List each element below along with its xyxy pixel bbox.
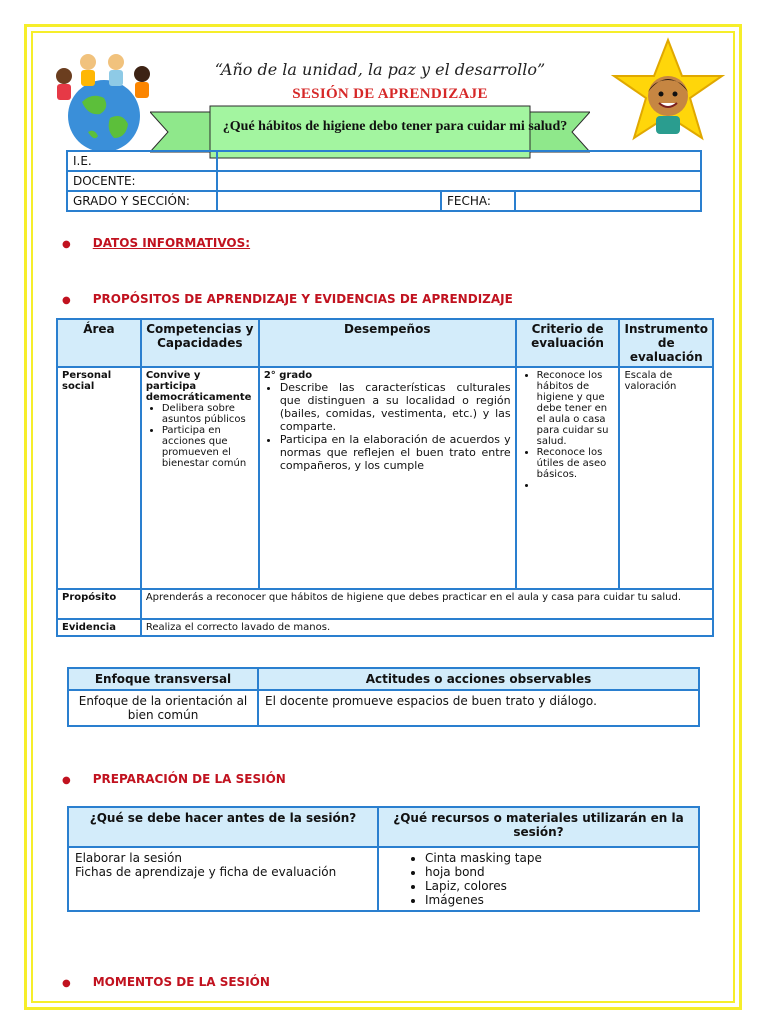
list-item: • Reconoce los hábitos de higiene y que debe tener en el aula o casa para cuidar su salud. (537, 370, 615, 447)
section-momentos: ● MOMENTOS DE LA SESIÓN (62, 975, 270, 989)
antes-cell (68, 847, 378, 911)
session-title: SESIÓN DE APRENDIZAJE (292, 86, 488, 102)
proposito-text: Aprenderás a reconocer que hábitos de higiene que debes practicar en el aula y casa para cuidar tu salud. (141, 589, 713, 619)
list-item (537, 480, 615, 491)
header-actitudes: Actitudes o acciones observables (258, 668, 699, 690)
list-item: • Reconoce los útiles de aseo básicos. (537, 447, 615, 480)
list-item: • Imágenes (425, 893, 692, 907)
session-question: ¿Qué hábitos de higiene debo tener para cuidar mi salud? (222, 119, 568, 134)
instrumento-cell: Escala de valoración (619, 367, 713, 589)
competencia-text: Convive y participa democráticamente (145, 370, 252, 403)
globe-icon (68, 80, 140, 152)
docente-label: DOCENTE: (67, 171, 217, 191)
bullet-icon: ● (62, 978, 71, 989)
list-item: • Lapiz, colores (425, 879, 692, 893)
antes-item: Fichas de aprendizaje y ficha de evaluación (75, 865, 337, 879)
fecha-label: FECHA: (441, 191, 515, 211)
info-table (66, 150, 702, 212)
bullet-icon: ● (62, 239, 71, 250)
list-item: • hoja bond (425, 865, 692, 879)
header-area: Área (57, 319, 141, 367)
criterios-list (521, 370, 615, 491)
list-item: • Describe las características culturales que distinguen a su localidad o región (bailes, comidas, vestimenta, etc.) y las comparte. (280, 381, 511, 433)
motto-text: “Año de la unidad, la paz y el desarrollo” (214, 60, 546, 79)
criterio-cell (516, 367, 620, 589)
propositos-table (56, 318, 714, 637)
desempenos-cell (259, 367, 516, 589)
grado-text: 2° grado (263, 370, 313, 381)
enfoque-table (67, 667, 700, 727)
list-item: • Delibera sobre asuntos públicos (162, 403, 254, 425)
competencias-cell (141, 367, 259, 589)
star-boy-illustration (606, 36, 730, 146)
docente-value (217, 171, 701, 191)
section-preparacion: ● PREPARACIÓN DE LA SESIÓN (62, 772, 286, 786)
header-criterio: Criterio de evaluación (516, 319, 620, 367)
list-item: • Participa en acciones que promueven el bienestar común (162, 425, 254, 469)
evidencia-label: Evidencia (57, 619, 141, 636)
fecha-value (515, 191, 701, 211)
list-item: • Participa en la elaboración de acuerdos y normas que reflejen el buen trato entre compañeros, y los cumple (280, 433, 511, 472)
header-instrumento: Instrumento de evaluación (619, 319, 713, 367)
header-recursos: ¿Qué recursos o materiales utilizarán en la sesión? (378, 807, 699, 847)
header-enfoque: Enfoque transversal (68, 668, 258, 690)
ie-label: I.E. (67, 151, 217, 171)
section-datos: ● DATOS INFORMATIVOS: (62, 236, 251, 250)
area-cell: Personal social (57, 367, 141, 589)
desempenos-list (264, 381, 511, 472)
enfoque-text: Enfoque de la orientación al bien común (68, 690, 258, 726)
actitud-text: El docente promueve espacios de buen trato y diálogo. (258, 690, 699, 726)
proposito-label: Propósito (57, 589, 141, 619)
grado-value (217, 191, 441, 211)
antes-item: Elaborar la sesión (75, 851, 182, 865)
capacidades-list (146, 403, 254, 469)
section-propositos: ● PROPÓSITOS DE APRENDIZAJE Y EVIDENCIAS DE APRENDIZAJE (62, 292, 513, 306)
recursos-cell (378, 847, 699, 911)
bullet-icon: ● (62, 295, 71, 306)
header-antes: ¿Qué se debe hacer antes de la sesión? (68, 807, 378, 847)
list-item: • Cinta masking tape (425, 851, 692, 865)
globe-children-illustration (44, 40, 164, 156)
recursos-list (385, 851, 692, 907)
bullet-icon: ● (62, 775, 71, 786)
ie-value (217, 151, 701, 171)
header-competencias: Competencias y Capacidades (141, 319, 259, 367)
grado-label: GRADO Y SECCIÓN: (67, 191, 217, 211)
evidencia-text: Realiza el correcto lavado de manos. (141, 619, 713, 636)
header-desempenos: Desempeños (259, 319, 516, 367)
preparacion-table (67, 806, 700, 912)
